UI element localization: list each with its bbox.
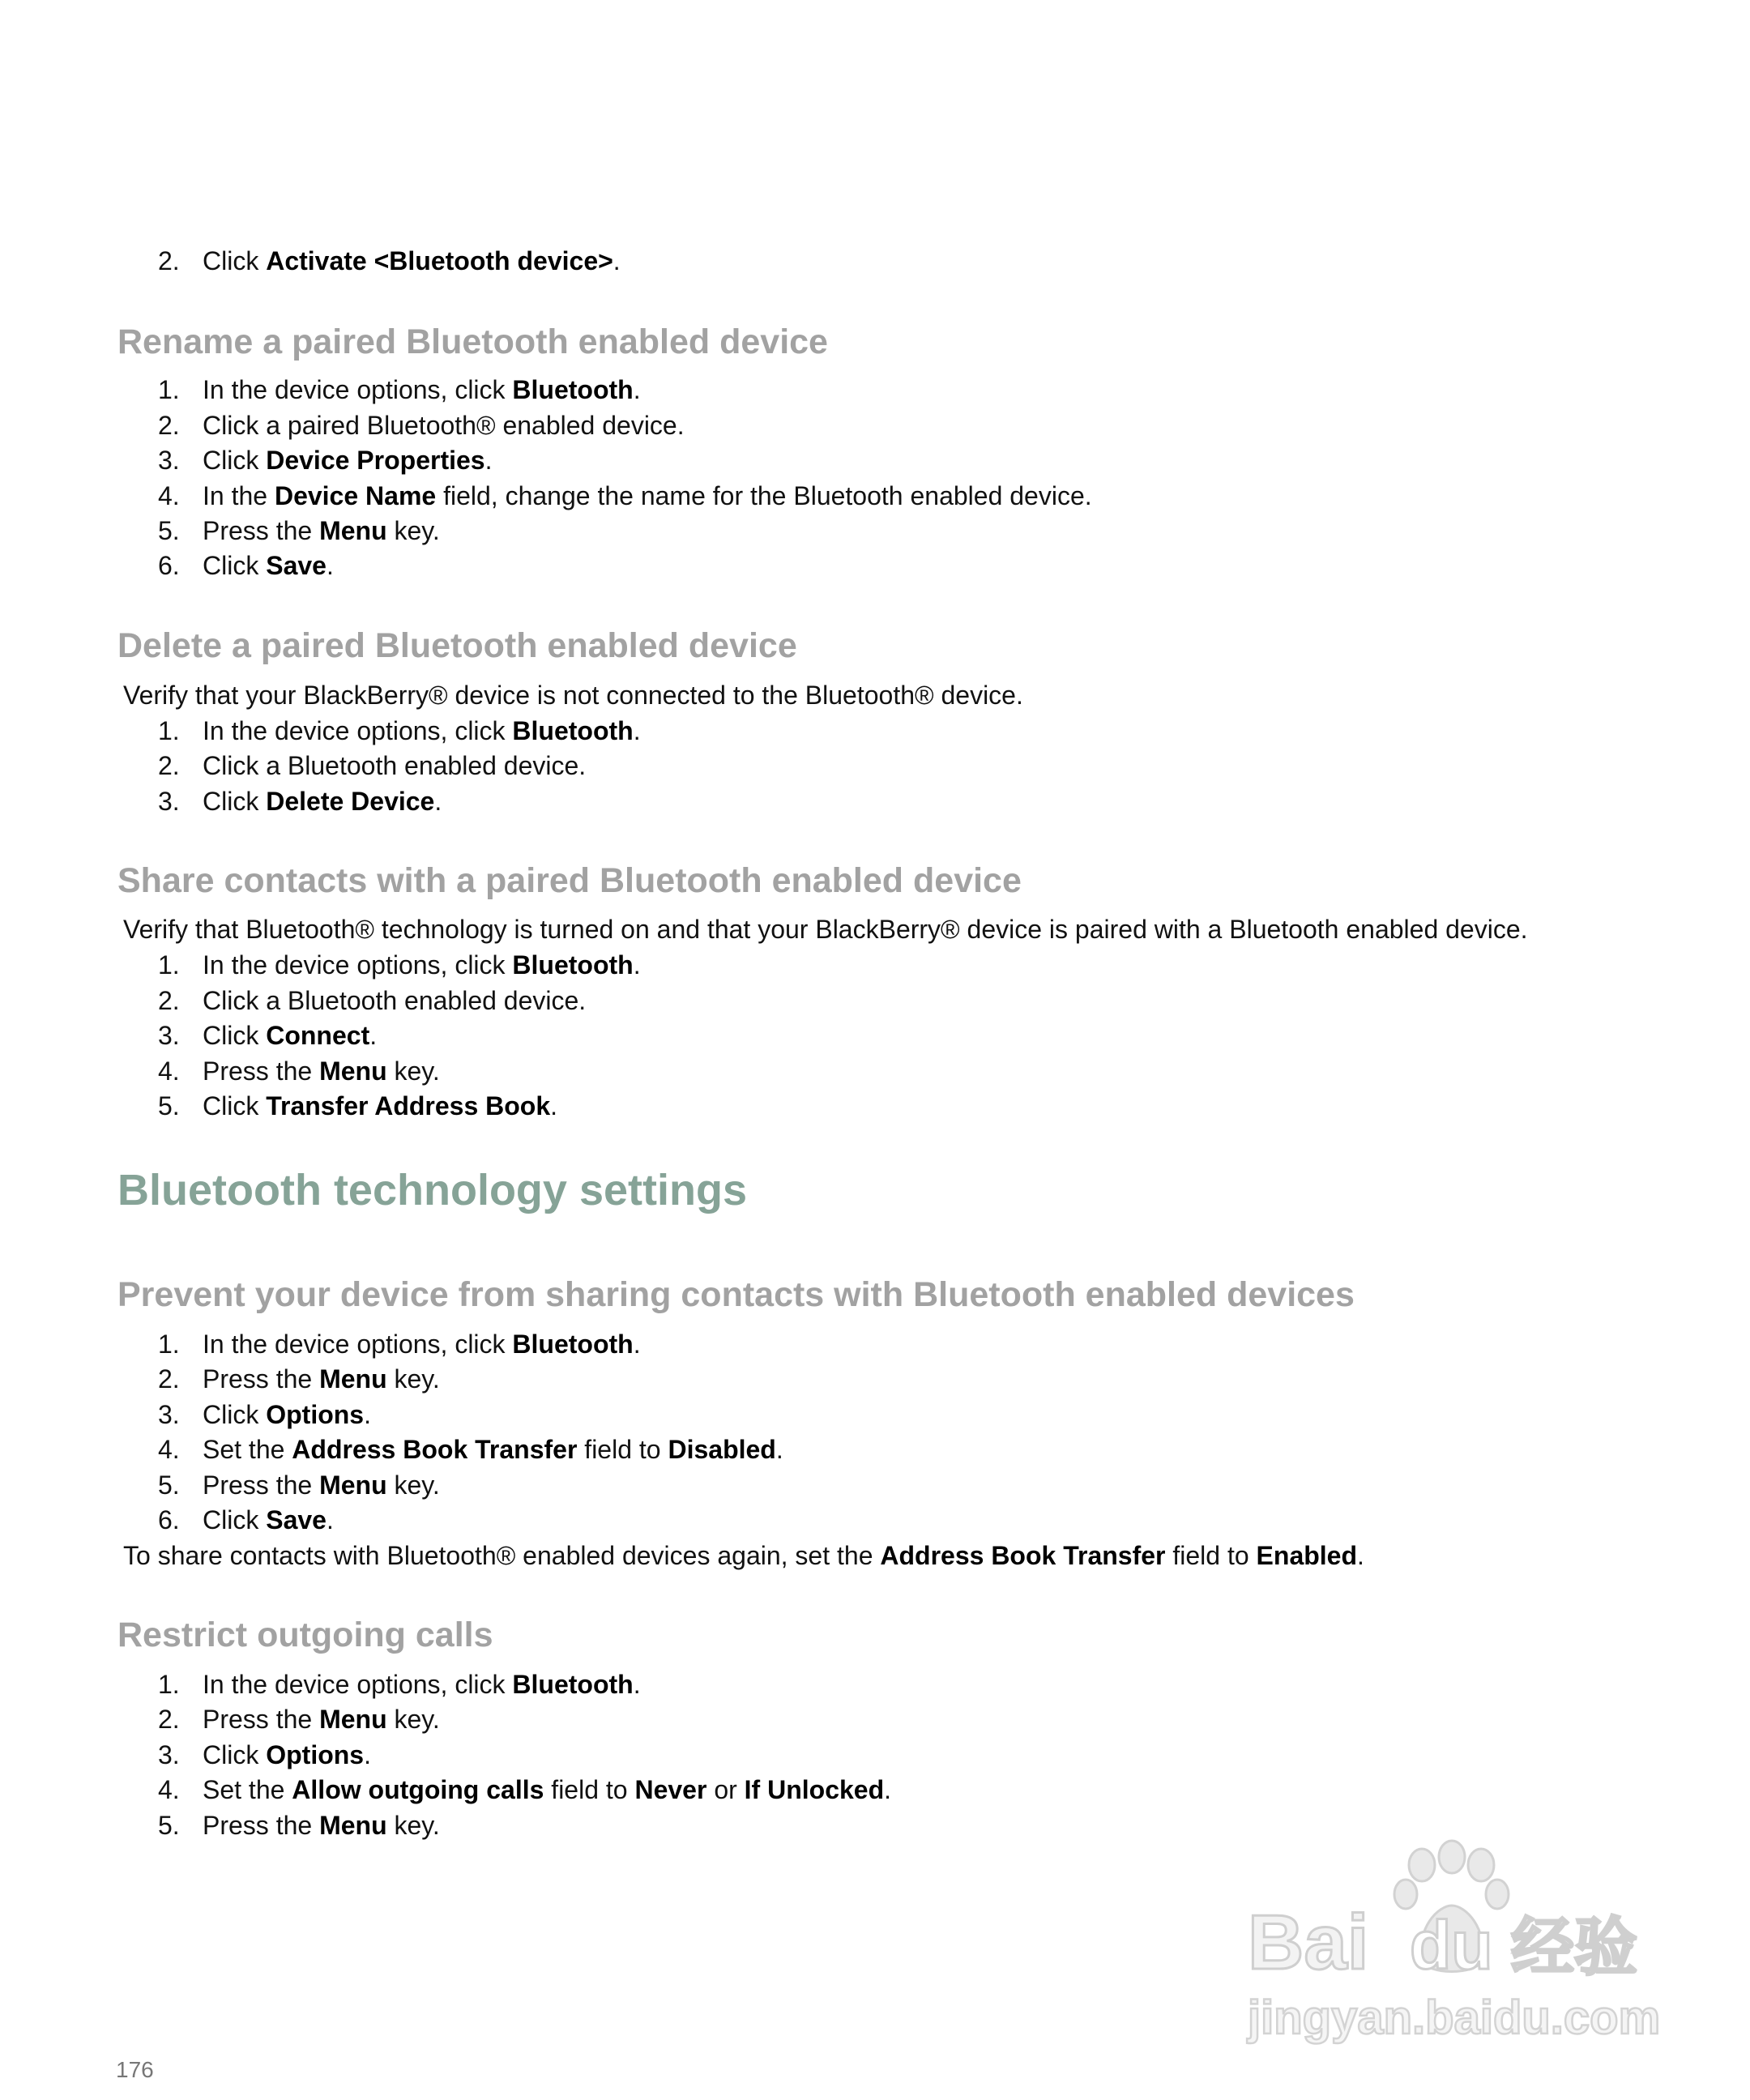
step-text: Click Options. bbox=[203, 1740, 371, 1769]
step-number: 2. bbox=[158, 246, 180, 275]
step-text: Press the Menu key. bbox=[203, 516, 440, 545]
step-number: 4. bbox=[158, 1775, 180, 1804]
step-text: Click Delete Device. bbox=[203, 787, 442, 816]
step-text: Press the Menu key. bbox=[203, 1811, 440, 1840]
step-text: Click a Bluetooth enabled device. bbox=[203, 986, 587, 1015]
step-number: 1. bbox=[158, 716, 180, 745]
bold-term: Bluetooth bbox=[512, 950, 634, 980]
bold-term: Menu bbox=[319, 1705, 387, 1734]
step-number: 3. bbox=[158, 1021, 180, 1050]
step-number: 3. bbox=[158, 787, 180, 816]
step-item bbox=[158, 1326, 641, 1362]
bold-term: Bluetooth bbox=[512, 1330, 634, 1359]
step-number: 2. bbox=[158, 1705, 180, 1734]
step-item bbox=[158, 1701, 440, 1737]
bold-term: Bluetooth bbox=[512, 375, 634, 404]
step-item bbox=[158, 713, 641, 749]
step-number: 2. bbox=[158, 411, 180, 440]
step-number: 4. bbox=[158, 1435, 180, 1464]
bold-term: Device Properties bbox=[266, 446, 485, 475]
bold-term: Enabled bbox=[1256, 1541, 1358, 1570]
step-number: 1. bbox=[158, 1670, 180, 1699]
step-number: 6. bbox=[158, 1505, 180, 1534]
step-number: 6. bbox=[158, 551, 180, 580]
bold-term: Menu bbox=[319, 1364, 387, 1394]
step-number: 3. bbox=[158, 1400, 180, 1429]
heading-rename-device: Rename a paired Bluetooth enabled device bbox=[117, 322, 828, 361]
heading-restrict-calls: Restrict outgoing calls bbox=[117, 1616, 493, 1654]
bold-term: Never bbox=[634, 1775, 707, 1804]
step-text: In the device options, click Bluetooth. bbox=[203, 950, 641, 980]
step-number: 5. bbox=[158, 1811, 180, 1840]
watermark-brand-du: du bbox=[1410, 1907, 1493, 1983]
step-text: Click a Bluetooth enabled device. bbox=[203, 751, 587, 780]
step-item bbox=[158, 783, 442, 819]
follow-up-note: To share contacts with Bluetooth® enabled devices again, set the Address Book Transfer field to Enabled. bbox=[123, 1541, 1364, 1570]
step-number: 2. bbox=[158, 751, 180, 780]
bold-term: Allow outgoing calls bbox=[292, 1775, 544, 1804]
bold-term: If Unlocked bbox=[744, 1775, 885, 1804]
step-text: Click Activate <Bluetooth device>. bbox=[203, 246, 621, 275]
step-text: Press the Menu key. bbox=[203, 1705, 440, 1734]
bold-term: Menu bbox=[319, 516, 387, 545]
step-item bbox=[158, 1361, 440, 1397]
step-item bbox=[158, 1467, 440, 1503]
baidu-jingyan-watermark bbox=[1240, 1839, 1669, 2050]
bold-term: Bluetooth bbox=[512, 1670, 634, 1699]
heading-prevent-sharing: Prevent your device from sharing contacts with Bluetooth enabled devices bbox=[117, 1275, 1355, 1314]
step-item bbox=[158, 1502, 334, 1538]
step-item bbox=[158, 1018, 377, 1053]
step-text: Click Options. bbox=[203, 1400, 371, 1429]
heading-share-contacts: Share contacts with a paired Bluetooth enabled device bbox=[117, 861, 1022, 900]
step-item bbox=[158, 408, 685, 443]
bold-term: Device Name bbox=[274, 481, 437, 510]
step-item bbox=[158, 983, 586, 1018]
step-item bbox=[158, 748, 586, 783]
step-item bbox=[158, 372, 641, 408]
bold-term: Save bbox=[266, 551, 327, 580]
step-item bbox=[158, 513, 440, 548]
step-number: 5. bbox=[158, 1091, 180, 1120]
step-number: 1. bbox=[158, 1330, 180, 1359]
step-item bbox=[158, 478, 1092, 514]
bold-term: Save bbox=[266, 1505, 327, 1534]
step-text: Click Save. bbox=[203, 1505, 334, 1534]
bold-term: Activate <Bluetooth device> bbox=[266, 246, 613, 275]
heading-bluetooth-settings: Bluetooth technology settings bbox=[117, 1166, 747, 1214]
step-item bbox=[158, 442, 492, 478]
watermark-brand-cn: 经验 bbox=[1511, 1911, 1638, 1984]
step-text: In the device options, click Bluetooth. bbox=[203, 375, 641, 404]
step-text: In the Device Name field, change the name for the Bluetooth enabled device. bbox=[203, 481, 1092, 510]
step-text: In the device options, click Bluetooth. bbox=[203, 716, 641, 745]
intro-step bbox=[158, 243, 621, 279]
bold-term: Options bbox=[266, 1400, 365, 1429]
bold-term: Menu bbox=[319, 1470, 387, 1500]
step-number: 3. bbox=[158, 1740, 180, 1769]
step-text: Click Transfer Address Book. bbox=[203, 1091, 558, 1120]
step-number: 3. bbox=[158, 446, 180, 475]
step-item bbox=[158, 1737, 371, 1773]
bold-term: Address Book Transfer bbox=[880, 1541, 1166, 1570]
step-item bbox=[158, 1432, 783, 1467]
step-item bbox=[158, 1088, 557, 1124]
bold-term: Disabled bbox=[668, 1435, 776, 1464]
bold-term: Menu bbox=[319, 1811, 387, 1840]
prerequisite-note: Verify that Bluetooth® technology is turned on and that your BlackBerry® device is paired with a Bluetooth enabled device. bbox=[123, 915, 1528, 944]
step-text: Click Device Properties. bbox=[203, 446, 493, 475]
step-text: Click a paired Bluetooth® enabled device. bbox=[203, 411, 685, 440]
step-item bbox=[158, 1772, 891, 1808]
step-item bbox=[158, 947, 641, 983]
step-text: Press the Menu key. bbox=[203, 1056, 440, 1086]
step-number: 1. bbox=[158, 950, 180, 980]
page-number: 176 bbox=[116, 2057, 154, 2082]
step-text: Set the Address Book Transfer field to Disabled. bbox=[203, 1435, 783, 1464]
bold-term: Connect bbox=[266, 1021, 370, 1050]
bold-term: Bluetooth bbox=[512, 716, 634, 745]
step-number: 1. bbox=[158, 375, 180, 404]
bold-term: Address Book Transfer bbox=[292, 1435, 578, 1464]
step-item bbox=[158, 1808, 440, 1843]
watermark-brand: Bai bbox=[1248, 1899, 1369, 1986]
step-text: Click Save. bbox=[203, 551, 334, 580]
bold-term: Transfer Address Book bbox=[266, 1091, 551, 1120]
step-text: Set the Allow outgoing calls field to Never or If Unlocked. bbox=[203, 1775, 892, 1804]
step-item bbox=[158, 1667, 641, 1702]
step-number: 4. bbox=[158, 481, 180, 510]
step-text: Press the Menu key. bbox=[203, 1470, 440, 1500]
heading-delete-device: Delete a paired Bluetooth enabled device bbox=[117, 626, 797, 665]
step-item bbox=[158, 1397, 371, 1432]
step-item bbox=[158, 1053, 440, 1089]
bold-term: Delete Device bbox=[266, 787, 435, 816]
prerequisite-note: Verify that your BlackBerry® device is not connected to the Bluetooth® device. bbox=[123, 681, 1023, 710]
step-number: 5. bbox=[158, 1470, 180, 1500]
step-number: 2. bbox=[158, 1364, 180, 1394]
watermark-url: jingyan.baidu.com bbox=[1248, 1991, 1661, 2044]
step-item bbox=[158, 548, 334, 583]
step-number: 5. bbox=[158, 516, 180, 545]
step-text: In the device options, click Bluetooth. bbox=[203, 1670, 641, 1699]
bold-term: Menu bbox=[319, 1056, 387, 1086]
step-number: 2. bbox=[158, 986, 180, 1015]
step-text: Click Connect. bbox=[203, 1021, 378, 1050]
step-text: Press the Menu key. bbox=[203, 1364, 440, 1394]
step-number: 4. bbox=[158, 1056, 180, 1086]
bold-term: Options bbox=[266, 1740, 365, 1769]
step-text: In the device options, click Bluetooth. bbox=[203, 1330, 641, 1359]
